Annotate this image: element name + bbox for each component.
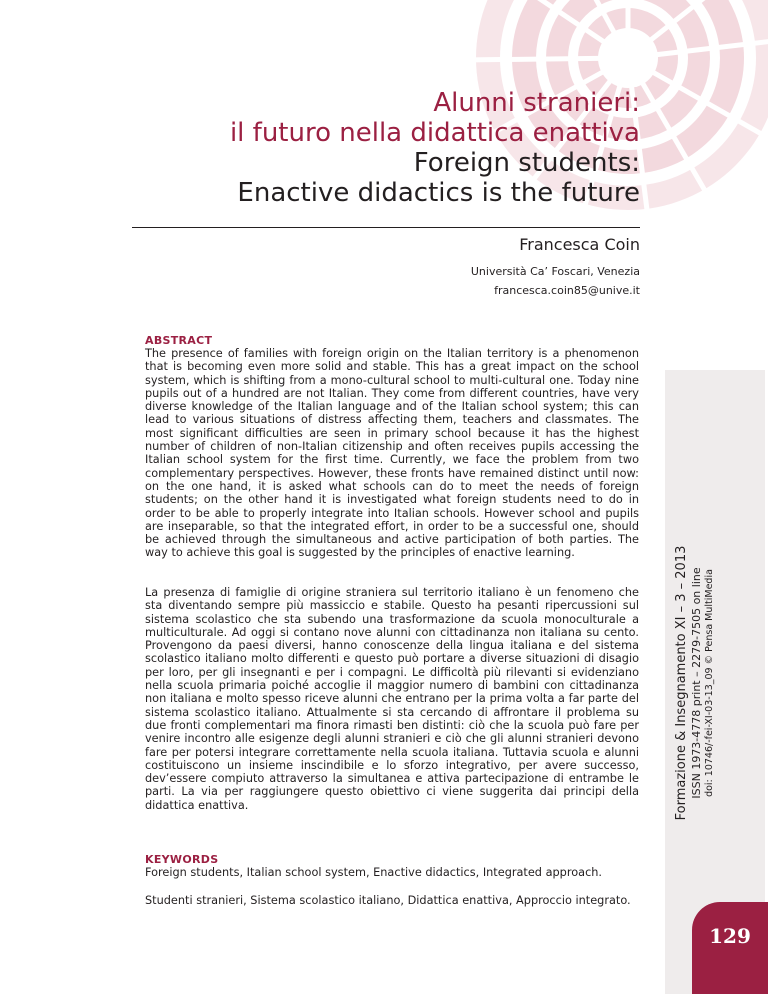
author-email: francesca.coin85@unive.it xyxy=(494,284,640,297)
article-title xyxy=(230,88,640,208)
keywords-italian: Studenti stranieri, Sistema scolastico italiano, Didattica enattiva, Approccio integrato. xyxy=(145,894,631,907)
abstract-heading: ABSTRACT xyxy=(145,334,213,347)
title-italian-line-2: il futuro nella didattica enattiva xyxy=(229,118,640,148)
abstract-english: The presence of families with foreign origin on the Italian territory is a phenomenon that is becoming even more solid and stable. This has a great impact on the school system, which is shifting from a mono-cultural school to multi-cultural one. Today nine pupils out of a hundred are not Italian. They come from different countries, have very diverse knowledge of the Italian language and of the Italian school system; this can lead to various situations of distress affecting them, teachers and classmates. The most significant difficulties are seen in primary school because it has the highest number of children of non-Italian citizenship and often receives pupils accessing the Italian school system for the first time. Currently, we face the problem from two complementary perspectives. However, these fronts have remained distinct until now: on the one hand, it is asked what schools can do to meet the needs of foreign students; on the other hand it is investigated what foreign students need to do in order to be able to properly integrate into Italian schools. However school and pupils are inseparable, so that the integrated effort, in order to be a successful one, should be achieved through the simultaneous and active participation of both parties. The way to achieve this goal is suggested by the principles of enactive learning. xyxy=(145,347,639,560)
title-divider xyxy=(132,227,640,228)
title-english-line-1: Foreign students: xyxy=(413,148,640,178)
doi-line: doi: 10746/-fei-XI-03-13_09 © Pensa MultiMedia xyxy=(704,569,715,797)
keywords-english: Foreign students, Italian school system, Enactive didactics, Integrated approach. xyxy=(145,866,603,879)
page-number-tab xyxy=(692,902,768,994)
page-number: 129 xyxy=(709,924,751,948)
author-name: Francesca Coin xyxy=(519,235,640,254)
keywords-heading: KEYWORDS xyxy=(145,853,219,866)
issn-line: ISSN 1973-4778 print – 2279-7505 on line xyxy=(690,567,703,799)
abstract-italian: La presenza di famiglie di origine straniera sul territorio italiano è un fenomeno che sta diventando sempre più massiccio e stabile. Questo ha pesanti ripercussioni sul sistema scolastico che sta subendo una trasformazione da scuola monoculturale a multiculturale. Ad oggi si contano nove alunni con cittadinanza non italiana su cento. Provengono da paesi diversi, hanno conoscenze della lingua italiana e del sistema scolastico italiano molto differenti e questo può portare a diverse situazioni di disagio per loro, per gli insegnanti e per i compagni. Le difficoltà più rilevanti si evidenziano nella scuola primaria poiché accoglie il maggior numero di bambini con cittadinanza non italiana e molto spesso riceve alunni che entrano per la prima volta a far parte del sistema scolastico italiano. Attualmente si sta cercando di affrontare il problema su due fronti complementari ma finora rimasti ben distinti: ciò che la scuola può fare per venire incontro alle esigenze degli alunni stranieri e ciò che gli alunni stranieri devono fare per potersi integrare correttamente nella scuola italiana. Tuttavia scuola e alunni costituiscono un insieme inscindibile e lo sforzo integrativo, per avere successo, dev’essere compiuto attraverso la simultanea e attiva partecipazione di entrambe le parti. La via per raggiungere questo obiettivo ci viene suggerita dai principi della didattica enattiva. xyxy=(145,586,639,812)
title-italian-line-1: Alunni stranieri: xyxy=(433,88,640,118)
author-affiliation: Università Ca’ Foscari, Venezia xyxy=(470,265,640,278)
journal-sidebar-text xyxy=(674,546,716,821)
title-english-line-2: Enactive didactics is the future xyxy=(237,178,640,208)
journal-issue-line: Formazione & Insegnamento XI – 3 – 2013 xyxy=(674,545,689,821)
